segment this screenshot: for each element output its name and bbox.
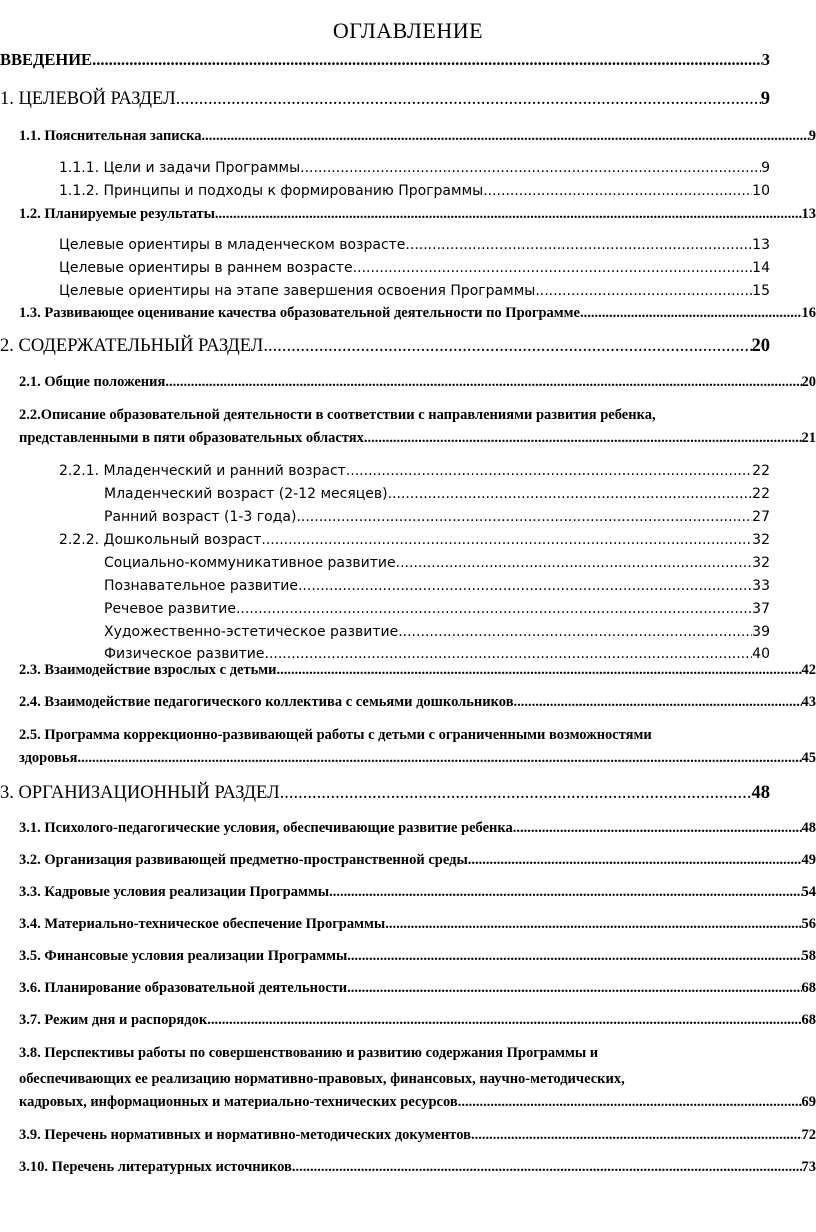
toc-entry-label: 1.2. Планируемые результаты [19, 206, 215, 222]
toc-entry-label: 1.1.2. Принципы и подходы к формированию Программы [59, 183, 484, 199]
leader-dots [468, 852, 802, 869]
toc-entry-section-3[interactable] [0, 783, 770, 804]
toc-entry-label: 3.5. Финансовые условия реализации Программы [19, 948, 348, 964]
leader-dots [176, 89, 761, 110]
leader-dots [300, 160, 761, 176]
leader-dots [329, 884, 801, 901]
leader-dots [353, 260, 753, 276]
toc-entry-3-4[interactable] [19, 916, 816, 933]
toc-entry-page: 9 [760, 89, 770, 109]
leader-dots [277, 662, 802, 679]
leader-dots [368, 430, 802, 447]
toc-entry-label: 2.2.2. Дошкольный возраст [59, 532, 262, 548]
toc-entry-label: Художественно-эстетическое развитие [104, 624, 399, 640]
toc-entry-label: Младенческий возраст (2-12 месяцев) [104, 486, 388, 502]
toc-entry-2-2-1-b[interactable] [104, 509, 770, 525]
leader-dots [261, 532, 752, 548]
leader-dots [347, 980, 801, 997]
toc-entry-page: 45 [801, 750, 816, 766]
leader-dots [396, 555, 753, 571]
leader-dots [280, 783, 752, 804]
toc-entry-label: 2.1. Общие положения [19, 374, 166, 390]
toc-entry-2-2-2-a[interactable] [104, 555, 770, 571]
toc-entry-1-2-a[interactable] [59, 237, 770, 253]
toc-entry-label: 1.1.1. Цели и задачи Программы [59, 160, 301, 176]
toc-entry-label: 3.6. Планирование образовательной деятельности [19, 980, 348, 996]
toc-entry-page: 20 [801, 374, 816, 390]
toc-entry-page: 15 [752, 283, 770, 299]
leader-dots [385, 916, 801, 933]
toc-entry-label: 1.3. Развивающее оценивание качества образовательной деятельности по Программе [19, 305, 580, 321]
toc-entry-2-2-2[interactable] [59, 532, 770, 548]
toc-entry-label: Физическое развитие [104, 646, 265, 662]
leader-dots [265, 646, 753, 662]
toc-entry-3-3[interactable] [19, 884, 816, 901]
toc-entry-label: 3.7. Режим дня и распорядок [19, 1012, 208, 1028]
leader-dots [458, 1094, 802, 1111]
toc-entry-page: 9 [761, 160, 770, 176]
toc-entry-page: 72 [801, 1127, 816, 1143]
toc-entry-page: 9 [808, 128, 816, 144]
toc-entry-1-3[interactable] [19, 305, 816, 322]
toc-entry-label: 3.10. Перечень литературных источников [19, 1159, 292, 1175]
toc-entry-label: 2. СОДЕРЖАТЕЛЬНЫЙ РАЗДЕЛ [0, 336, 264, 356]
toc-entry-page: 39 [752, 624, 770, 640]
toc-entry-2-2-1-a[interactable] [104, 486, 770, 502]
toc-entry-page: 21 [801, 430, 816, 446]
leader-dots [535, 283, 752, 299]
toc-entry-label: кадровых, информационных и материально-технических ресурсов [19, 1094, 458, 1110]
leader-dots [405, 237, 752, 253]
toc-entry-label: 2.3. Взаимодействие взрослых с детьми [19, 662, 277, 678]
toc-entry-label: представленными в пяти образовательных областях. [19, 430, 368, 446]
toc-entry-page: 73 [801, 1159, 816, 1175]
toc-entry-page: 43 [801, 694, 816, 710]
toc-entry-page: 68 [801, 1012, 816, 1028]
toc-title: ОГЛАВЛЕНИЕ [332, 18, 484, 43]
toc-entry-page: 20 [751, 336, 770, 356]
toc-entry-label: Речевое развитие [104, 601, 236, 617]
toc-entry-3-10[interactable] [19, 1159, 816, 1176]
toc-entry-page: 54 [801, 884, 816, 900]
toc-entry-page: 40 [752, 646, 770, 662]
toc-entry-3-2[interactable] [19, 852, 816, 869]
toc-entry-2-4[interactable] [19, 694, 816, 711]
leader-dots [92, 50, 762, 70]
toc-entry-section-1[interactable] [0, 89, 770, 110]
toc-entry-label: 3.1. Психолого-педагогические условия, обеспечивающие развитие ребенка [19, 820, 513, 836]
toc-entry-2-1[interactable] [19, 374, 816, 391]
leader-dots [165, 374, 801, 391]
toc-entry-label: 3.2. Организация развивающей предметно-пространственной среды [19, 852, 468, 868]
leader-dots [483, 183, 752, 199]
toc-entry-2-5-first-line[interactable]: 2.5. Программа коррекционно-развивающей работы с детьми с ограниченными возможностями [19, 727, 652, 743]
toc-entry-page: 48 [751, 783, 770, 803]
toc-entry-label: Познавательное развитие [104, 578, 298, 594]
toc-entry-3-9[interactable] [19, 1127, 816, 1144]
toc-entry-page: 22 [752, 486, 770, 502]
leader-dots [514, 694, 802, 711]
leader-dots [347, 948, 801, 965]
toc-entry-page: 68 [801, 980, 816, 996]
toc-entry-page: 13 [752, 237, 770, 253]
leader-dots [398, 624, 752, 640]
toc-entry-label: 3.9. Перечень нормативных и нормативно-методических документов [19, 1127, 471, 1143]
leader-dots [201, 128, 808, 145]
leader-dots [236, 601, 752, 617]
toc-entry-1-1-1[interactable] [59, 160, 770, 176]
toc-entry-2-5[interactable] [19, 750, 816, 767]
toc-entry-label: 3. ОРГАНИЗАЦИОННЫЙ РАЗДЕЛ [0, 783, 280, 803]
toc-entry-page: 14 [752, 260, 770, 276]
leader-dots [263, 336, 751, 357]
toc-entry-page: 42 [801, 662, 816, 678]
toc-entry-label: Ранний возраст (1-3 года) [104, 509, 297, 525]
leader-dots [298, 578, 752, 594]
toc-entry-1-1[interactable] [19, 128, 816, 145]
leader-dots [292, 1159, 802, 1176]
toc-entry-1-2[interactable] [19, 206, 816, 223]
toc-entry-2-3[interactable] [19, 662, 816, 679]
toc-entry-2-2-1[interactable] [59, 463, 770, 479]
leader-dots [513, 820, 802, 837]
toc-entry-page: 33 [752, 578, 770, 594]
toc-entry-page: 58 [801, 948, 816, 964]
toc-entry-label: 3.4. Материально-техническое обеспечение Программы [19, 916, 386, 932]
toc-entry-page: 37 [752, 601, 770, 617]
leader-dots [388, 486, 753, 502]
toc-entry-page: 49 [801, 852, 816, 868]
toc-entry-1-2-b[interactable] [59, 260, 770, 276]
leader-dots [215, 206, 802, 223]
toc-entry-page: 16 [801, 305, 816, 321]
toc-entry-label: Целевые ориентиры в младенческом возрасте [59, 237, 406, 253]
toc-entry-page: 22 [752, 463, 770, 479]
toc-entry-section-2[interactable] [0, 336, 770, 357]
toc-entry-page: 48 [801, 820, 816, 836]
toc-entry-2-2-2-c[interactable] [104, 601, 770, 617]
toc-entry-page: 13 [801, 206, 816, 222]
toc-entry-page: 27 [752, 509, 770, 525]
toc-entry-1-2-c[interactable] [59, 283, 770, 299]
toc-entry-2-2-first-line[interactable]: 2.2.Описание образовательной деятельности в соответствии с направлениями развития ребенка, [19, 407, 656, 423]
leader-dots [580, 305, 802, 322]
toc-entry-label: здоровья [19, 750, 78, 766]
toc-entry-label: ВВЕДЕНИЕ [0, 50, 93, 69]
toc-entry-page: 69 [801, 1094, 816, 1110]
toc-entry-1-1-2[interactable] [59, 183, 770, 199]
toc-entry-intro[interactable] [0, 50, 770, 70]
leader-dots [77, 750, 801, 767]
leader-dots [296, 509, 752, 525]
toc-entry-label: 2.2.1. Младенческий и ранний возраст [59, 463, 346, 479]
toc-entry-page: 32 [752, 555, 770, 571]
leader-dots [471, 1127, 802, 1144]
toc-entry-3-5[interactable] [19, 948, 816, 965]
leader-dots [207, 1012, 801, 1029]
toc-entry-3-7[interactable] [19, 1012, 816, 1029]
toc-entry-2-2-2-d[interactable] [104, 624, 770, 640]
toc-entry-page: 3 [761, 50, 770, 69]
toc-entry-page: 32 [752, 532, 770, 548]
toc-entry-3-8-line-2[interactable]: обеспечивающих ее реализацию нормативно-правовых, финансовых, научно-методических, [19, 1071, 625, 1087]
toc-entry-label: 1. ЦЕЛЕВОЙ РАЗДЕЛ [0, 89, 176, 109]
toc-entry-3-1[interactable] [19, 820, 816, 837]
toc-entry-label: Целевые ориентиры на этапе завершения освоения Программы [59, 283, 536, 299]
toc-entry-2-2-2-b[interactable] [104, 578, 770, 594]
toc-entry-label: 3.3. Кадровые условия реализации Программы [19, 884, 330, 900]
toc-entry-page: 10 [752, 183, 770, 199]
toc-entry-label: Целевые ориентиры в раннем возрасте [59, 260, 353, 276]
toc-entry-2-2[interactable] [19, 430, 816, 447]
toc-entry-label: 1.1. Пояснительная записка [19, 128, 202, 144]
toc-entry-label: Социально-коммуникативное развитие [104, 555, 396, 571]
toc-entry-3-8-line-1[interactable]: 3.8. Перспективы работы по совершенствованию и развитию содержания Программы и [19, 1045, 599, 1061]
leader-dots [346, 463, 752, 479]
toc-entry-label: 2.4. Взаимодействие педагогического коллектива с семьями дошкольников [19, 694, 514, 710]
toc-entry-page: 56 [801, 916, 816, 932]
toc-entry-3-8[interactable] [19, 1094, 816, 1111]
toc-entry-3-6[interactable] [19, 980, 816, 997]
toc-entry-2-2-2-e[interactable] [104, 646, 770, 662]
